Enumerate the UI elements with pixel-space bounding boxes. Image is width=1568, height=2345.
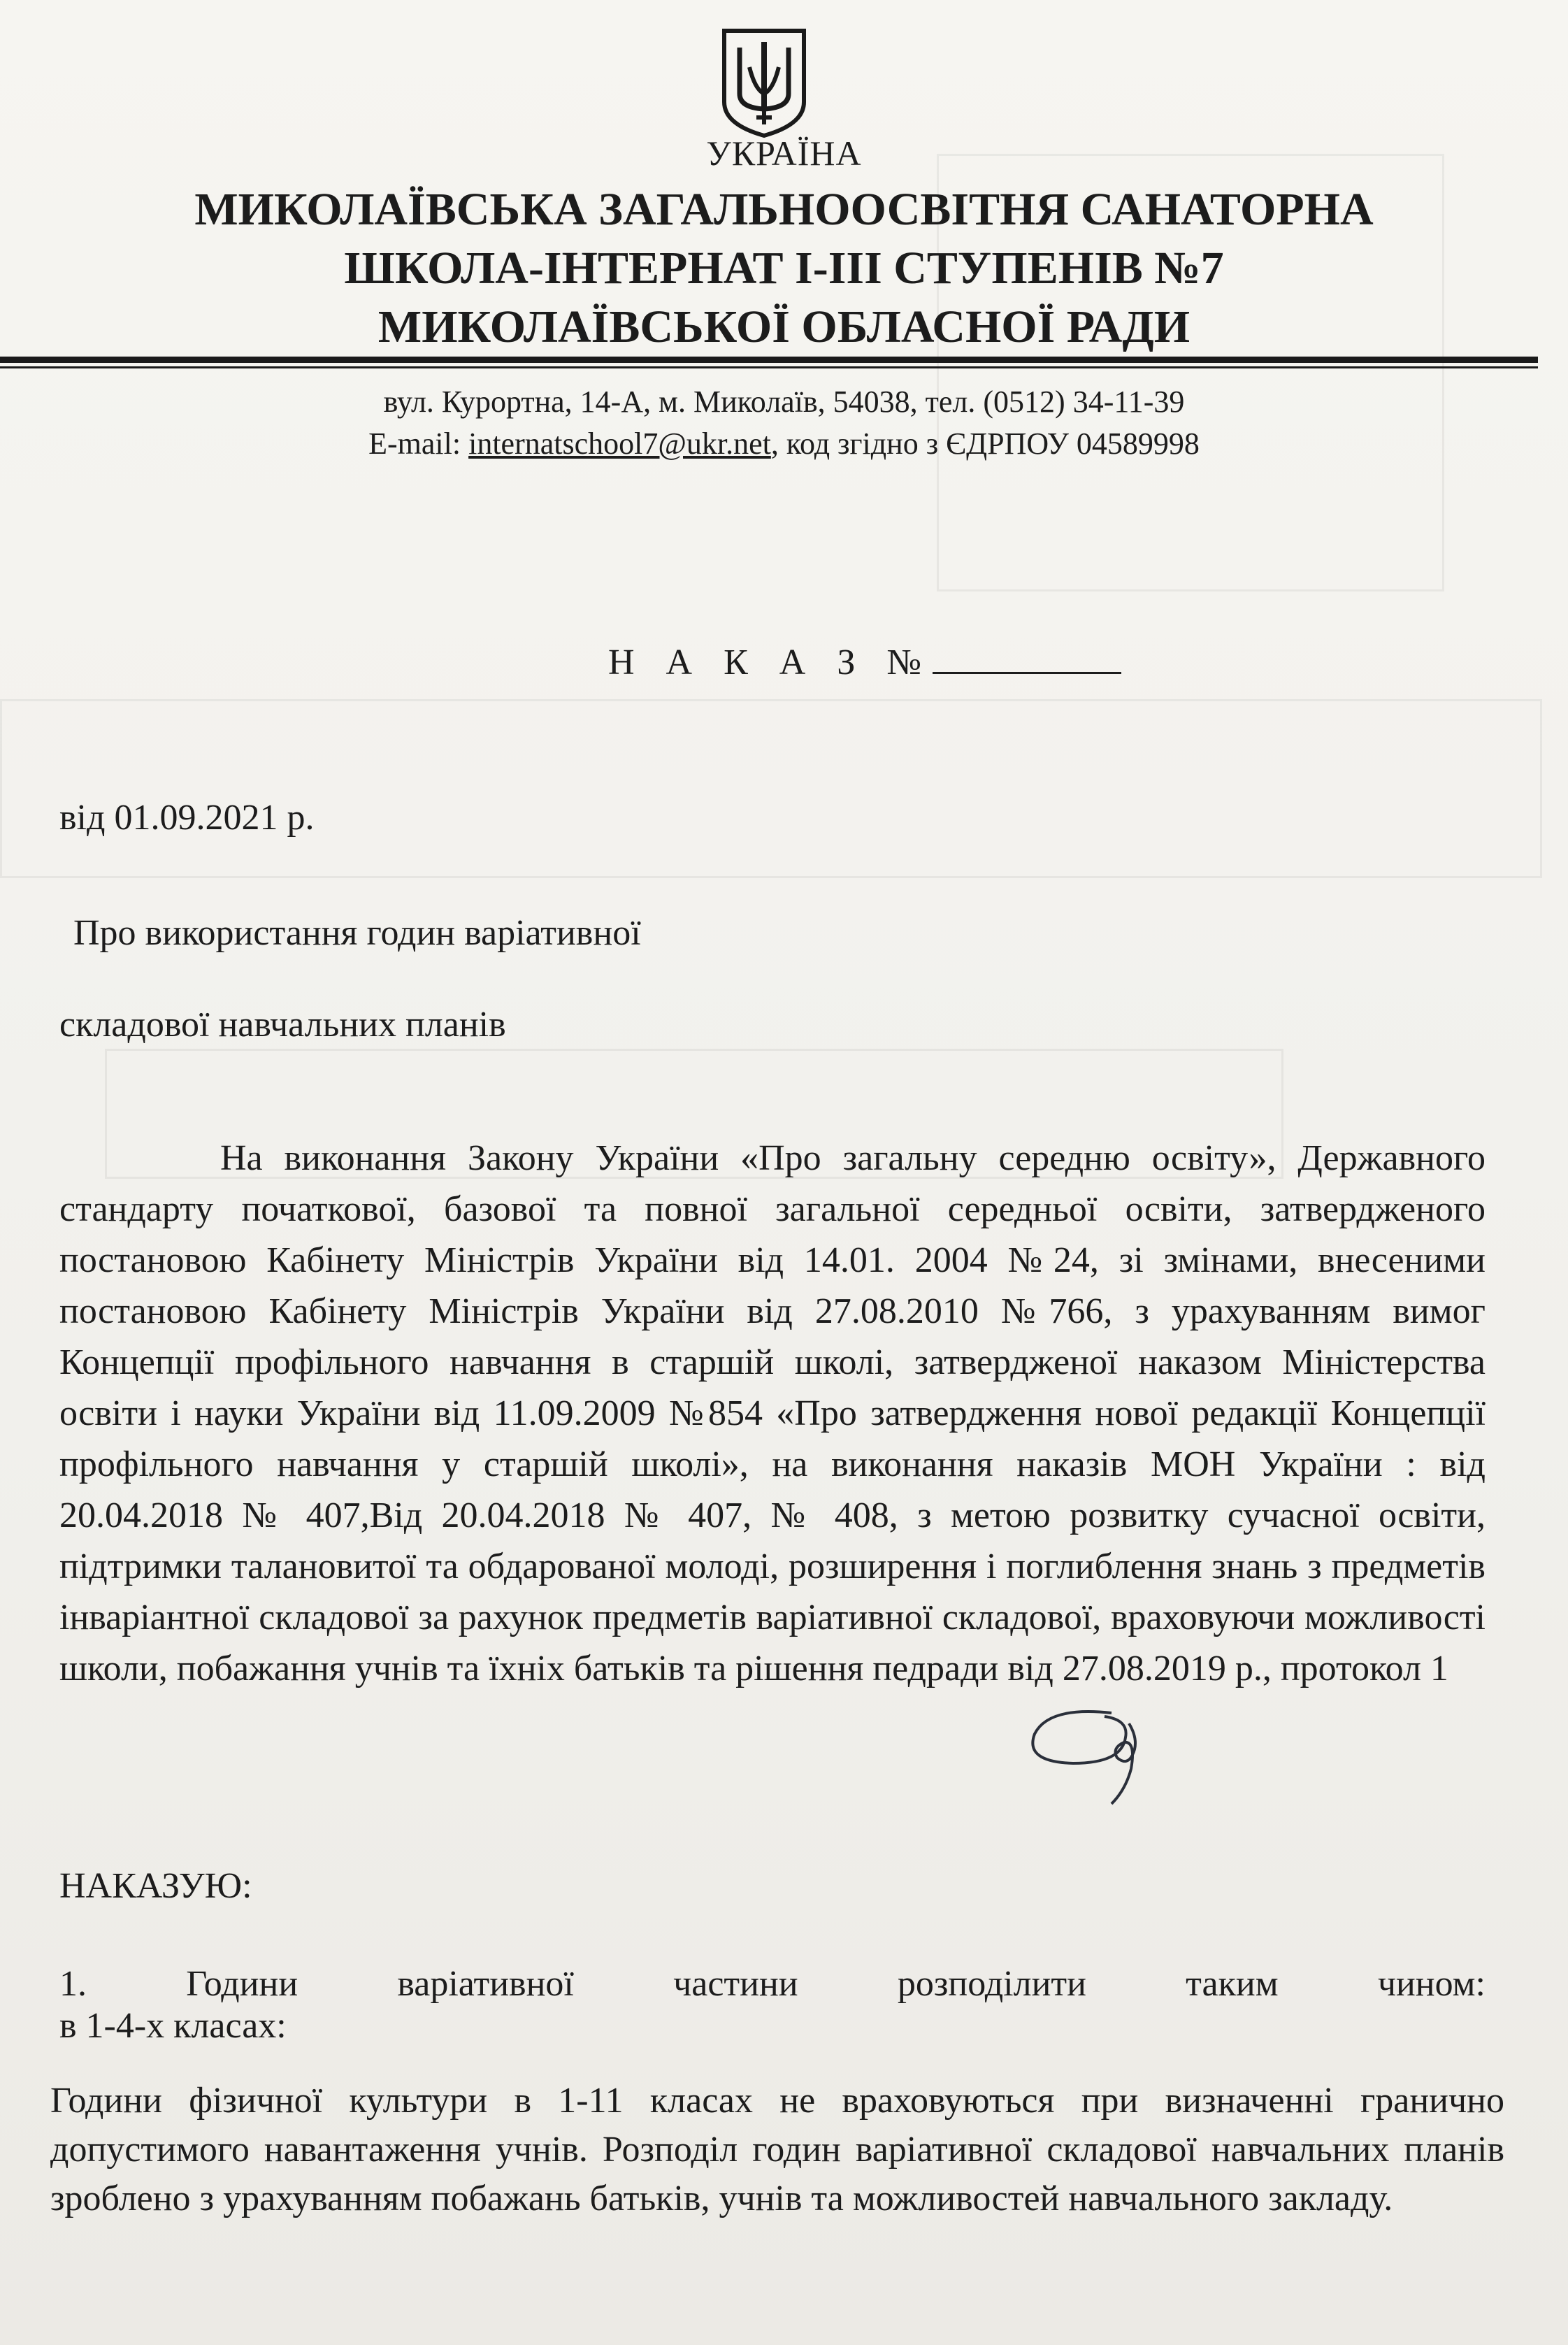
order-subject-line-2: складової навчальних планів — [59, 1005, 506, 1045]
header-divider-thick — [0, 357, 1538, 363]
header-divider-thin — [0, 366, 1538, 368]
edrpou-code: , код згідно з ЄДРПОУ 04589998 — [770, 426, 1200, 461]
pe-hours-note: Години фізичної культури в 1-11 класах не враховуються при визначенні гранично допустимого навантаження учнів. Розподіл годин варіативної складової навчальних планів зроблено з урахуванням побажань батьків, учнів та можливостей навчального закладу. — [50, 2081, 1504, 2218]
email-link[interactable]: internatschool7@ukr.net — [468, 426, 771, 461]
order-directive-heading: НАКАЗУЮ: — [59, 1866, 252, 1906]
email-label: E-mail: — [368, 426, 469, 461]
order-title — [608, 642, 1121, 683]
order-item-1-subheading: в 1-4-х класах: — [59, 2006, 287, 2046]
school-address: вул. Курортна, 14-А, м. Миколаїв, 54038, тел. (0512) 34-11-39 — [383, 385, 1185, 419]
school-name-line-2: ШКОЛА-ІНТЕРНАТ І-ІІІ СТУПЕНІВ №7 — [344, 243, 1224, 294]
order-title-text: Н А К А З № — [608, 643, 933, 682]
order-item-1: 1. Години варіативної частини розподілити таким чином: — [59, 1964, 1486, 2004]
handwritten-circle-mark — [1007, 1699, 1167, 1839]
country-name: УКРАЇНА — [706, 134, 862, 173]
contact-line — [0, 423, 1568, 465]
order-subject-line-1: Про використання годин варіативної — [73, 913, 641, 953]
bleed-through-table — [0, 699, 1542, 878]
school-name-line-1: МИКОЛАЇВСЬКА ЗАГАЛЬНООСВІТНЯ САНАТОРНА — [194, 184, 1374, 235]
trident-emblem-icon — [719, 27, 810, 138]
preamble-paragraph: На виконання Закону України «Про загальну середню освіту», Державного стандарту початкової, базової та повної загальної середньої освіти, затвердженого постановою Кабінету Міністрів України від 14.01. 2004 №24, зі змінами, внесеними постановою Кабінету Міністрів України від 27.08.2010 №766, з урахуванням вимог Концепції профільного навчання в старшій школі, затвердженої наказом Міністерства освіти і науки України від 11.09.2009 №854 «Про затвердження нової редакції Концепції профільного навчання у старшій школі», на виконання наказів МОН України : від 20.04.2018 № 407,Від 20.04.2018 № 407, № 408, з метою розвитку сучасної освіти, підтримки талановитої та обдарованої молоді, розширення і поглиблення знань з предметів інваріантної складової за рахунок предметів варіативної складової, враховуючи можливості школи, побажання учнів та їхніх батьків та рішення педради від 27.08.2019 р., протокол 1 — [59, 1138, 1486, 1688]
order-date: від 01.09.2021 р. — [59, 798, 315, 838]
school-name-line-3: МИКОЛАЇВСЬКОЇ ОБЛАСНОЇ РАДИ — [377, 301, 1191, 352]
order-number-blank — [933, 644, 1121, 674]
